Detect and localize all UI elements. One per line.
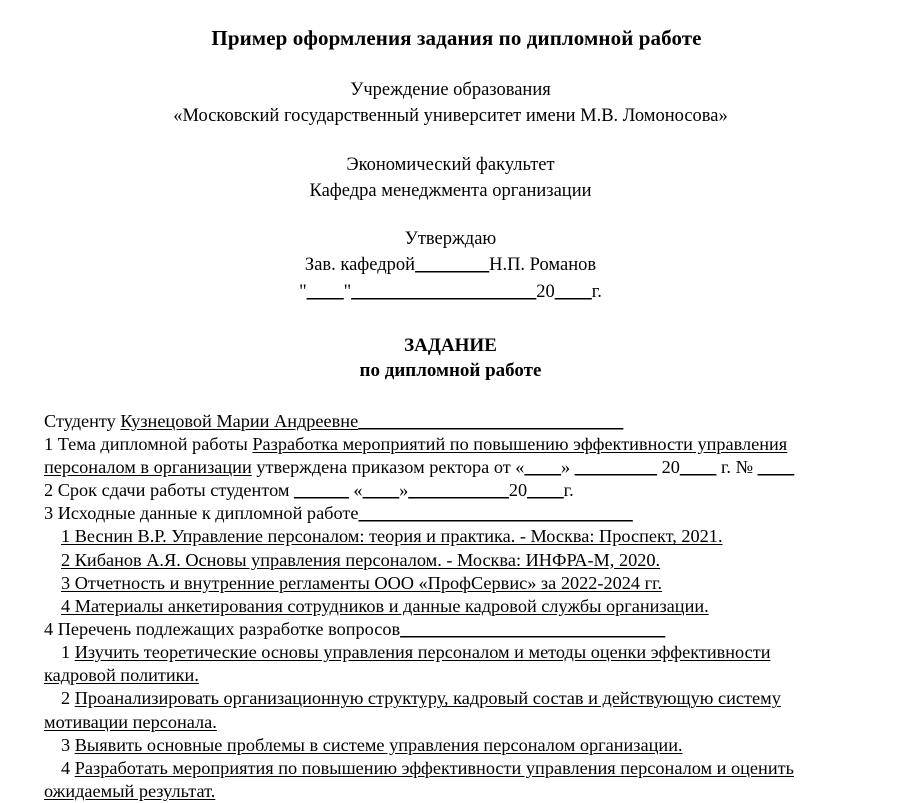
item-1-approved-text: утверждена приказом ректора от « — [251, 457, 525, 478]
approval-date-line — [44, 279, 857, 305]
item-2-year-prefix: 20 — [508, 480, 528, 501]
item-3-label: 3 Исходные данные к дипломной работе — [44, 503, 359, 524]
item-1-quote-close: » — [561, 457, 575, 478]
source-4: 4 Материалы анкетирования сотрудников и данные кадровой службы организации. — [61, 595, 709, 616]
page-title: Пример оформления задания по дипломной работе — [211, 26, 702, 50]
approval-name: Н.П. Романов — [489, 255, 597, 276]
item-2-month-fill: ___________ — [408, 480, 509, 501]
date-quote-open: " — [299, 281, 307, 302]
source-3: 3 Отчетность и внутренние регламенты ООО «ПрофСервис» за 2022-2024 гг. — [61, 572, 663, 593]
question-2-text: Проанализировать организационную структуру, кадровый состав и действующую систему — [74, 688, 781, 709]
item-1-month-fill: _________ — [574, 457, 657, 478]
item-1-year-suffix: г. № — [716, 457, 758, 478]
item-2-quote-close: » — [399, 480, 409, 501]
item-1-day-fill: ____ — [524, 457, 562, 478]
student-line — [44, 410, 857, 433]
approval-block — [44, 226, 857, 305]
question-4-text-2: ожидаемый результат. — [44, 781, 216, 802]
task-heading-sub: по дипломной работе — [359, 360, 542, 382]
item-1-line-2 — [44, 456, 857, 479]
question-1-continuation — [44, 664, 857, 687]
item-2-day-fill: ____ — [362, 480, 400, 501]
item-1-line-1 — [44, 433, 857, 456]
faculty-name: Экономический факультет — [346, 154, 555, 175]
item-1-number-fill: ____ — [757, 457, 795, 478]
source-1: 1 Веснин В.Р. Управление персоналом: теория и практика. - Москва: Проспект, 2021. — [61, 526, 723, 547]
item-1-topic-part-2: персоналом в организации — [44, 457, 252, 478]
question-2-text-2: мотивации персонала. — [44, 711, 217, 732]
approval-heading: Утверждаю — [404, 229, 497, 250]
department-block — [44, 152, 857, 205]
date-year-prefix: 20 — [536, 281, 555, 302]
list-item — [44, 595, 857, 618]
institution-line-2: «Московский государственный университет имени М.В. Ломоносова» — [173, 106, 728, 127]
date-quote-close: " — [343, 281, 352, 302]
item-1-year-prefix: 20 — [657, 457, 680, 478]
date-day-fill: ____ — [306, 281, 344, 302]
item-4-fill: _____________________________ — [400, 619, 666, 640]
date-year-fill: ____ — [554, 281, 592, 302]
question-2-number: 2 — [61, 688, 75, 709]
approval-signature-line — [44, 252, 857, 278]
item-4-line — [44, 618, 857, 641]
question-1-text: Изучить теоретические основы управления персоналом и методы оценки эффективности — [74, 642, 771, 663]
question-3-number: 3 — [61, 734, 75, 755]
approval-signature-fill: ________ — [415, 255, 490, 276]
question-1-number: 1 — [61, 642, 75, 663]
student-name: Кузнецовой Марии Андреевне — [120, 410, 359, 431]
item-2-fill-1: ______ — [294, 480, 349, 501]
question-4-continuation — [44, 780, 857, 803]
task-heading-block — [44, 333, 857, 384]
student-label: Студенту — [44, 410, 121, 431]
approval-position: Зав. кафедрой — [304, 255, 416, 276]
date-month-fill: ____________________ — [351, 281, 537, 302]
item-3-fill: ______________________________ — [358, 503, 633, 524]
task-body — [44, 410, 857, 803]
list-item — [44, 572, 857, 595]
item-2-year-fill: ____ — [527, 480, 564, 501]
institution-line-1: Учреждение образования — [350, 80, 551, 100]
question-3-text: Выявить основные проблемы в системе управления персоналом организации. — [74, 734, 683, 755]
item-2-label: 2 Срок сдачи работы студентом — [44, 480, 295, 501]
item-3-line — [44, 502, 857, 525]
question-1-text-2: кадровой политики. — [44, 665, 199, 686]
item-1-topic-part-1: Разработка мероприятий по повышению эффективности управления — [252, 433, 788, 454]
chair-name: Кафедра менеджмента организации — [309, 180, 592, 201]
question-2-continuation — [44, 711, 857, 734]
list-item — [44, 525, 857, 548]
item-2-line — [44, 479, 857, 502]
list-item — [44, 734, 857, 757]
item-1-label: 1 Тема дипломной работы — [44, 433, 253, 454]
question-4-number: 4 — [61, 757, 75, 778]
source-2: 2 Кибанов А.Я. Основы управления персоналом. - Москва: ИНФРА-М, 2020. — [61, 549, 661, 570]
list-item — [44, 549, 857, 572]
item-4-label: 4 Перечень подлежащих разработке вопросов — [44, 619, 401, 640]
list-item — [44, 757, 857, 780]
question-4-text: Разработать мероприятия по повышению эффективности управления персоналом и оценить — [74, 757, 794, 778]
list-item — [44, 687, 857, 710]
list-item — [44, 641, 857, 664]
student-fill: _____________________________ — [358, 410, 624, 431]
date-year-suffix: г. — [591, 281, 602, 302]
item-1-year-fill: ____ — [679, 457, 717, 478]
item-2-quote-open: « — [348, 480, 363, 501]
task-heading-main: ЗАДАНИЕ — [404, 334, 497, 356]
institution-block — [44, 77, 857, 130]
item-2-year-suffix: г. — [563, 480, 574, 501]
